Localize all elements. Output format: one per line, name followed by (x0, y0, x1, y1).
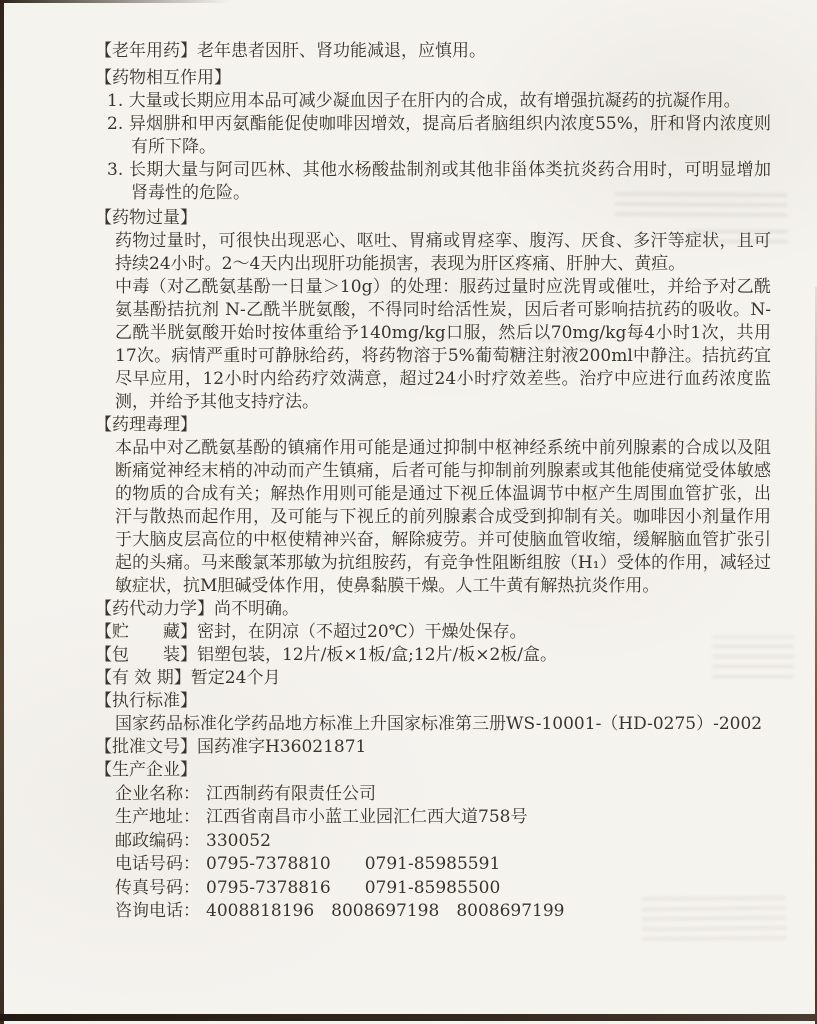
field-label: 企业名称： (115, 783, 200, 804)
field-label: 生产地址： (115, 807, 200, 827)
section-pharmacokinetics-text: 尚不明确。 (214, 599, 299, 619)
section-pharmacokinetics-label: 【药代动力学】 (95, 599, 214, 619)
section-drug-interactions-label: 【药物相互作用】 (95, 68, 231, 88)
field-value: 江西制药有限责任公司 (206, 783, 376, 804)
section-storage (95, 621, 771, 644)
section-validity-period-text: 暂定24个月 (190, 668, 281, 688)
section-elderly-use (95, 40, 771, 63)
section-approval-number-label: 【批准文号】 (95, 737, 197, 757)
overdose-paragraph: 药物过量时，可很快出现恶心、呕吐、胃痛或胃痉挛、腹泻、厌食、多汗等症状，且可持续24小时。2～4天内出现肝功能损害，表现为肝区疼痛、肝肿大、黄疸。 (115, 231, 771, 274)
section-packaging-label: 【包 装】 (95, 645, 197, 665)
section-drug-interactions (95, 67, 771, 205)
pharmacology-paragraph: 本品中对乙酰氨基酚的镇痛作用可能是通过抑制中枢神经系统中前列腺素的合成以及阻断痛觉神经末梢的冲动而产生镇痛，后者可能与抑制前列腺素或其他能使痛觉受体敏感的物质的合成有关；解热作用则可能是通过下视丘体温调节中枢产生周围血管扩张，出汗与散热而起作用，及可能与下视丘的前列腺素合成受到抑制有关。咖啡因小剂量作用于大脑皮层高位的中枢使精神兴奋，解除疲劳。并可使脑血管收缩，缓解脑血管扩张引起的头痛。马来酸氯苯那敏为抗组胺药，有竞争性阻断组胺（H₁）受体的作用，减轻过敏症状，抗M胆碱受体作用，使鼻黏膜干燥。人工牛黄有解热抗炎作用。 (115, 438, 771, 596)
scan-edge-bottom (0, 1014, 817, 1021)
section-validity-period-label: 【有 效 期】 (95, 668, 191, 688)
executive-standard-text: 国家药品标准化学药品地方标准上升国家标准第三册WS-10001-（HD-0275）-2002 (115, 714, 763, 734)
section-pharmacology-toxicology (95, 414, 771, 598)
manufacturer-field-phone (95, 853, 771, 877)
field-value: 0795-7378816 0791-85985500 (206, 877, 501, 898)
scan-edge-left (0, 0, 4, 1024)
interaction-item: 3. 长期大量与阿司匹林、其他水杨酸盐制剂或其他非甾体类抗炎药合用时，可明显增加肾毒性的危险。 (107, 160, 771, 203)
manufacturer-field-postcode (95, 830, 771, 854)
section-validity-period (95, 667, 771, 690)
section-approval-number-text: 国药准字H36021871 (197, 737, 367, 757)
section-executive-standard-label: 【执行标准】 (95, 691, 197, 711)
overdose-paragraph: 中毒（对乙酰氨基酚一日量＞10g）的处理：服药过量时应洗胃或催吐，并给予对乙酰氨基酚拮抗剂 N-乙酰半胱氨酸，不得同时给活性炭，因后者可影响拮抗药的吸收。N-乙酰半胱氨酸开始时按体重给予140mg/kg口服，然后以70mg/kg每4小时1次，共用17次。病情严重时可静脉给药，将药物溶于5%葡萄糖注射液200ml中静注。拮抗药宜尽早应用，12小时内给药疗效满意，超过24小时疗效差些。治疗中应进行血药浓度监测，并给予其他支持疗法。 (115, 277, 771, 412)
interaction-item: 2. 异烟肼和甲丙氨酯能促使咖啡因增效，提高后者脑组织内浓度55%，肝和肾内浓度则有所下降。 (107, 114, 771, 157)
leaflet-body-text (95, 40, 771, 924)
section-elderly-use-label: 【老年用药】 (95, 41, 197, 61)
manufacturer-field-fax (95, 877, 771, 901)
section-packaging (95, 644, 771, 667)
interaction-item: 1. 大量或长期应用本品可减少凝血因子在肝内的合成，故有增强抗凝药的抗凝作用。 (107, 91, 741, 111)
field-value: 0795-7378810 0791-85985591 (206, 854, 501, 874)
manufacturer-field-company-name (95, 783, 771, 807)
scan-edge-top (0, 0, 230, 3)
field-label: 传真号码： (115, 877, 200, 898)
section-manufacturer-label: 【生产企业】 (95, 760, 197, 780)
field-label: 电话号码： (115, 854, 200, 874)
section-storage-text: 密封，在阴凉（不超过20℃）干燥处保存。 (197, 622, 527, 642)
section-packaging-text: 铝塑包装，12片/板×1板/盒;12片/板×2板/盒。 (197, 645, 558, 665)
section-elderly-use-text: 老年患者因肝、肾功能减退，应慎用。 (197, 41, 486, 61)
section-executive-standard (95, 690, 771, 736)
field-label: 咨询电话： (115, 901, 200, 921)
field-value: 330052 (206, 830, 271, 851)
field-value: 4008818196 8008697198 8008697199 (206, 901, 565, 921)
manufacturer-field-hotline (95, 900, 771, 924)
section-storage-label: 【贮 藏】 (95, 622, 197, 642)
section-overdose-label: 【药物过量】 (95, 208, 197, 228)
field-label: 邮政编码： (115, 830, 200, 851)
section-pharmacology-toxicology-label: 【药理毒理】 (95, 415, 197, 435)
section-pharmacokinetics (95, 598, 771, 621)
section-approval-number (95, 736, 771, 759)
manufacturer-field-address (95, 806, 771, 830)
field-value: 江西省南昌市小蓝工业园汇仁西大道758号 (206, 807, 528, 827)
section-overdose (95, 207, 771, 414)
section-manufacturer (95, 759, 771, 924)
